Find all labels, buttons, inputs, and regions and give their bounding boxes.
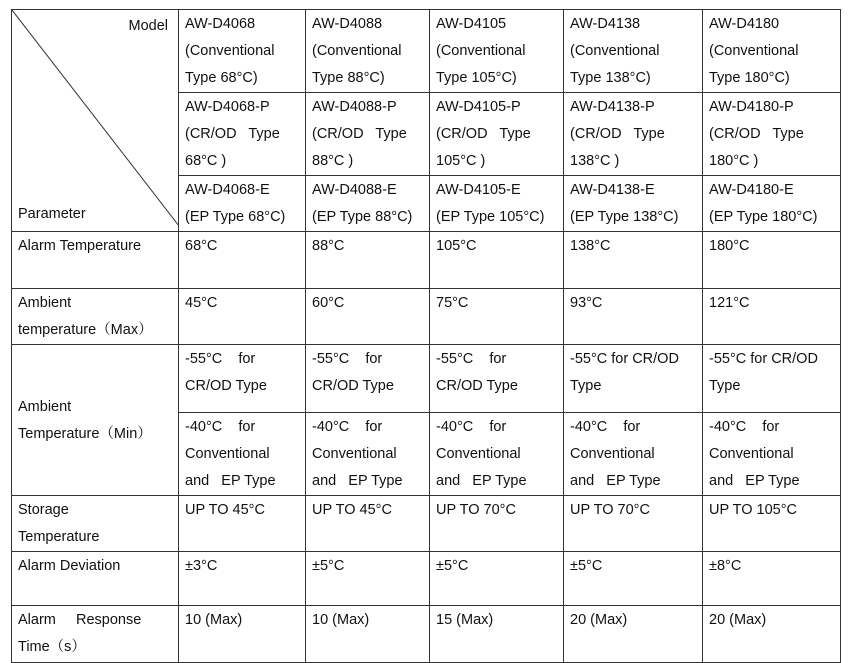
- table-cell: 138°C: [564, 232, 703, 289]
- row-alarm-deviation: [12, 552, 841, 606]
- spec-table: [11, 9, 841, 663]
- model-cell-conventional: AW-D4180 (Conventional Type 180°C): [703, 10, 841, 93]
- table-cell: ±5°C: [430, 552, 564, 606]
- row-label: Storage Temperature: [12, 496, 179, 552]
- table-cell: 10 (Max): [306, 606, 430, 663]
- corner-diagonal-line: [12, 10, 179, 226]
- row-alarm-response-time: [12, 606, 841, 663]
- table-cell: 10 (Max): [179, 606, 306, 663]
- table-cell: -55°C for CR/OD Type: [179, 345, 306, 413]
- table-cell: -40°C for Conventional and EP Type: [703, 413, 841, 496]
- row-alarm-temperature: [12, 232, 841, 289]
- table-cell: ±8°C: [703, 552, 841, 606]
- model-label: Model: [128, 18, 168, 34]
- row-ambient-max: [12, 289, 841, 345]
- row-label: Alarm Deviation: [12, 552, 179, 606]
- model-cell-ep: AW-D4138-E (EP Type 138°C): [564, 176, 703, 232]
- model-cell-crod: AW-D4068-P (CR/OD Type 68°C ): [179, 93, 306, 176]
- table-cell: UP TO 70°C: [564, 496, 703, 552]
- table-cell: 20 (Max): [703, 606, 841, 663]
- table-cell: UP TO 105°C: [703, 496, 841, 552]
- table-cell: 121°C: [703, 289, 841, 345]
- row-ambient-min-crod: [12, 345, 841, 413]
- model-cell-ep: AW-D4088-E (EP Type 88°C): [306, 176, 430, 232]
- row-storage-temperature: [12, 496, 841, 552]
- row-label: Alarm Temperature: [12, 232, 179, 289]
- table-cell: -55°C for CR/OD Type: [306, 345, 430, 413]
- header-row-conventional: [12, 10, 841, 93]
- row-label: Ambient temperature（Max）: [12, 289, 179, 345]
- table-cell: 45°C: [179, 289, 306, 345]
- model-cell-crod: AW-D4138-P (CR/OD Type 138°C ): [564, 93, 703, 176]
- parameter-label: Parameter: [18, 206, 86, 222]
- table-cell: 88°C: [306, 232, 430, 289]
- model-cell-conventional: AW-D4088 (Conventional Type 88°C): [306, 10, 430, 93]
- model-cell-conventional: AW-D4105 (Conventional Type 105°C): [430, 10, 564, 93]
- table-cell: -40°C for Conventional and EP Type: [179, 413, 306, 496]
- table-cell: ±5°C: [564, 552, 703, 606]
- model-cell-ep: AW-D4105-E (EP Type 105°C): [430, 176, 564, 232]
- model-cell-crod: AW-D4105-P (CR/OD Type 105°C ): [430, 93, 564, 176]
- table-cell: -40°C for Conventional and EP Type: [430, 413, 564, 496]
- table-cell: 60°C: [306, 289, 430, 345]
- table-cell: -55°C for CR/OD Type: [564, 345, 703, 413]
- table-cell: ±5°C: [306, 552, 430, 606]
- model-cell-crod: AW-D4088-P (CR/OD Type 88°C ): [306, 93, 430, 176]
- model-cell-ep: AW-D4068-E (EP Type 68°C): [179, 176, 306, 232]
- table-cell: 105°C: [430, 232, 564, 289]
- table-cell: 75°C: [430, 289, 564, 345]
- model-cell-conventional: AW-D4138 (Conventional Type 138°C): [564, 10, 703, 93]
- row-label: Ambient Temperature（Min）: [12, 345, 179, 496]
- row-label: Alarm Response Time（s）: [12, 606, 179, 663]
- table-cell: UP TO 70°C: [430, 496, 564, 552]
- table-cell: UP TO 45°C: [179, 496, 306, 552]
- table-cell: UP TO 45°C: [306, 496, 430, 552]
- table-cell: 180°C: [703, 232, 841, 289]
- table-cell: -55°C for CR/OD Type: [703, 345, 841, 413]
- table-cell: -40°C for Conventional and EP Type: [564, 413, 703, 496]
- model-cell-crod: AW-D4180-P (CR/OD Type 180°C ): [703, 93, 841, 176]
- model-cell-ep: AW-D4180-E (EP Type 180°C): [703, 176, 841, 232]
- table-cell: 93°C: [564, 289, 703, 345]
- table-cell: ±3°C: [179, 552, 306, 606]
- corner-header-cell: [12, 10, 179, 232]
- table-cell: -40°C for Conventional and EP Type: [306, 413, 430, 496]
- table-cell: -55°C for CR/OD Type: [430, 345, 564, 413]
- table-cell: 68°C: [179, 232, 306, 289]
- table-cell: 20 (Max): [564, 606, 703, 663]
- table-cell: 15 (Max): [430, 606, 564, 663]
- model-cell-conventional: AW-D4068 (Conventional Type 68°C): [179, 10, 306, 93]
